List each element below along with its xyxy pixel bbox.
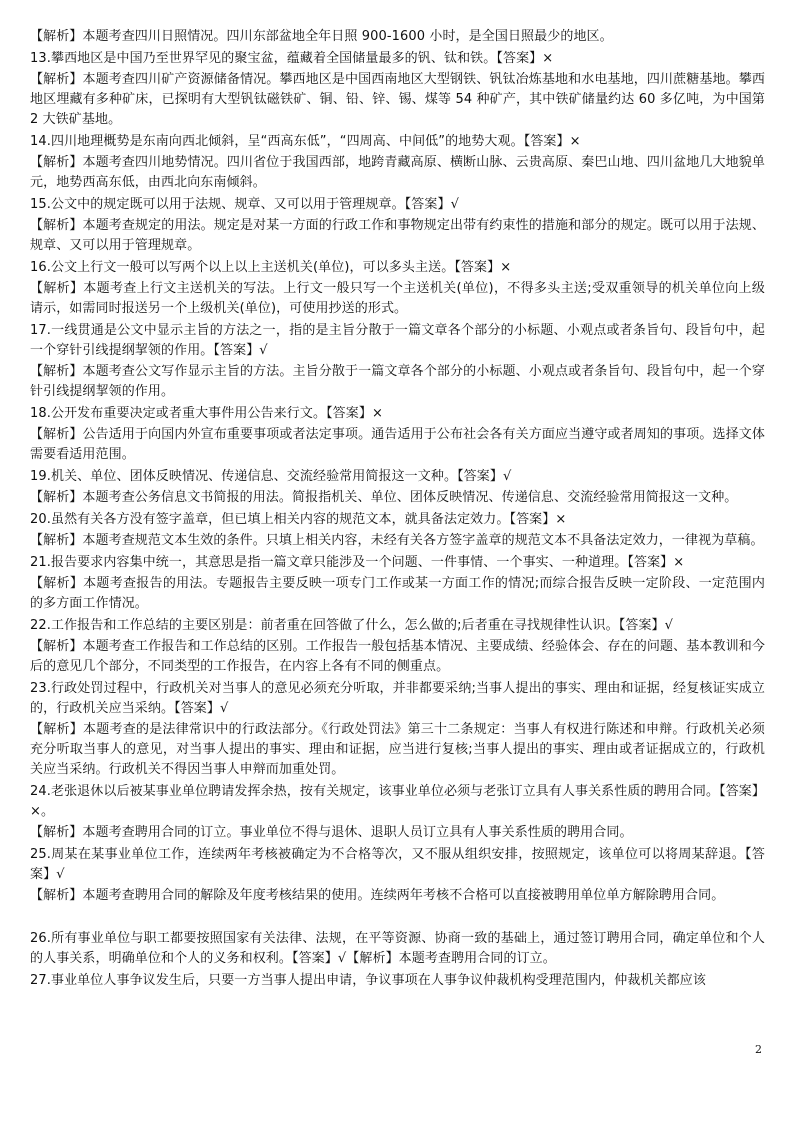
paragraph: 【解析】本题考查四川日照情况。四川东部盆地全年日照 900-1600 小时，是全国日照最少的地区。 (30, 29, 613, 44)
paragraph: 【解析】本题考查规范文本生效的条件。只填上相关内容，未经有关各方签字盖章的规范文本不具备法定效力，一律视为草稿。 (30, 533, 764, 548)
page-number: 2 (755, 1043, 762, 1056)
blank-line (30, 908, 765, 928)
paragraph: 【解析】本题考查报告的用法。专题报告主要反映一项专门工作或某一方面工作的情况;而综合报告反映一定阶段、一定范围内的多方面工作情况。 (30, 576, 765, 611)
paragraph: 【解析】公告适用于向国内外宣布重要事项或者法定事项。通告适用于公布社会各有关方面应当遵守或者周知的事项。选择文体需要看适用范围。 (30, 427, 765, 462)
paragraph: 22.工作报告和工作总结的主要区别是：前者重在回答做了什么，怎么做的;后者重在寻找规律性认识。【答案】√ (30, 617, 674, 633)
paragraph: 【解析】本题考查规定的用法。规定是对某一方面的行政工作和事物规定出带有约束性的措施和部分的规定。既可以用于法规、规章、又可以用于管理规章。 (30, 218, 765, 253)
paragraph: 【解析】本题考查聘用合同的订立。事业单位不得与退休、退职人员订立具有人事关系性质的聘用合同。 (30, 825, 633, 840)
paragraph: 24.老张退休以后被某事业单位聘请发挥余热，按有关规定，该事业单位必须与老张订立具有人事关系性质的聘用合同。【答案】×。 (30, 783, 765, 819)
paragraph: 20.虽然有关各方没有签字盖章，但已填上相关内容的规范文本，就具备法定效力。【答案】× (30, 511, 567, 527)
paragraph: 【解析】本题考查上行文主送机关的写法。上行文一般只写一个主送机关(单位)，不得多头主送;受双重领导的机关单位向上级请示，如需同时报送另一个上级机关(单位)，可使用抄送的形式。 (30, 281, 765, 316)
paragraph: 23.行政处罚过程中，行政机关对当事人的意见必须充分听取，并非都要采纳;当事人提出的事实、理由和证据，经复核证实成立的，行政机关应当采纳。【答案】√ (30, 680, 765, 716)
paragraph: 19.机关、单位、团体反映情况、传递信息、交流经验常用简报这一文种。【答案】√ (30, 468, 512, 484)
paragraph: 16.公文上行文一般可以写两个以上以上主送机关(单位)，可以多头主送。【答案】× (30, 259, 512, 275)
paragraph: 15.公文中的规定既可以用于法规、规章、又可以用于管理规章。【答案】√ (30, 196, 459, 212)
paragraph: 26.所有事业单位与职工都要按照国家有关法律、法规，在平等资源、协商一致的基础上，通过签订聘用合同，确定单位和个人的人事关系，明确单位和个人的义务和权利。【答案】√【解析】本题考查聘用合同的订立。 (30, 931, 765, 966)
paragraph: 【解析】本题考查四川地势情况。四川省位于我国西部，地跨青藏高原、横断山脉、云贵高原、秦巴山地、四川盆地几大地貌单元，地势西高东低，由西北向东南倾斜。 (30, 155, 765, 190)
paragraph: 14.四川地理概势是东南向西北倾斜，呈“西高东低”，“四周高、中间低”的地势大观。【答案】× (30, 133, 581, 149)
paragraph: 17.一线贯通是公文中显示主旨的方法之一，指的是主旨分散于一篇文章各个部分的小标题、小观点或者条旨句、段旨句中，起一个穿针引线提纲挈领的作用。【答案】√ (30, 322, 765, 358)
document-body (30, 27, 765, 992)
paragraph: 27.事业单位人事争议发生后，只要一方当事人提出申请，争议事项在人事争议仲裁机构受理范围内，仲裁机关都应该 (30, 972, 706, 988)
paragraph: 21.报告要求内容集中统一，其意思是指一篇文章只能涉及一个问题、一件事情、一个事实、一种道理。【答案】× (30, 554, 685, 570)
paragraph: 【解析】本题考查聘用合同的解除及年度考核结果的使用。连续两年考核不合格可以直接被聘用单位单方解除聘用合同。 (30, 888, 725, 903)
paragraph: 【解析】本题考查工作报告和工作总结的区别。工作报告一般包括基本情况、主要成绩、经验体会、存在的问题、基本教训和今后的意见几个部分，不同类型的工作报告，在内容上各有不同的侧重点。 (30, 639, 765, 674)
paragraph: 【解析】本题考查四川矿产资源储备情况。攀西地区是中国西南地区大型钢铁、钒钛冶炼基地和水电基地，四川蔗糖基地。攀西地区埋藏有多种矿床，已探明有大型钒钛磁铁矿、铜、铅、锌、锡、煤等 54 种矿产，其中铁矿储量约达 60 多亿吨，为中国第 2 大铁矿基地。 (30, 72, 765, 127)
paragraph: 25.周某在某事业单位工作，连续两年考核被确定为不合格等次，又不服从组织安排，按照规定，该单位可以将周某辞退。【答案】√ (30, 846, 765, 882)
paragraph: 13.攀西地区是中国乃至世界罕见的聚宝盆，蕴藏着全国储量最多的钒、钛和铁。【答案】× (30, 50, 554, 66)
paragraph: 【解析】本题考查的是法律常识中的行政法部分。《行政处罚法》第三十二条规定：当事人有权进行陈述和申辩。行政机关必须充分听取当事人的意见，对当事人提出的事实、理由和证据，应当进行复核;当事人提出的事实、理由或者证据成立的，行政机关应当采纳。行政机关不得因当事人申辩而加重处罚。 (30, 722, 765, 777)
paragraph: 18.公开发布重要决定或者重大事件用公告来行文。【答案】× (30, 405, 383, 421)
paragraph: 【解析】本题考查公务信息文书简报的用法。简报指机关、单位、团体反映情况、传递信息、交流经验常用简报这一文种。 (30, 490, 738, 505)
paragraph: 【解析】本题考查公文写作显示主旨的方法。主旨分散于一篇文章各个部分的小标题、小观点或者条旨句、段旨句中，起一个穿针引线提纲挈领的作用。 (30, 364, 765, 399)
